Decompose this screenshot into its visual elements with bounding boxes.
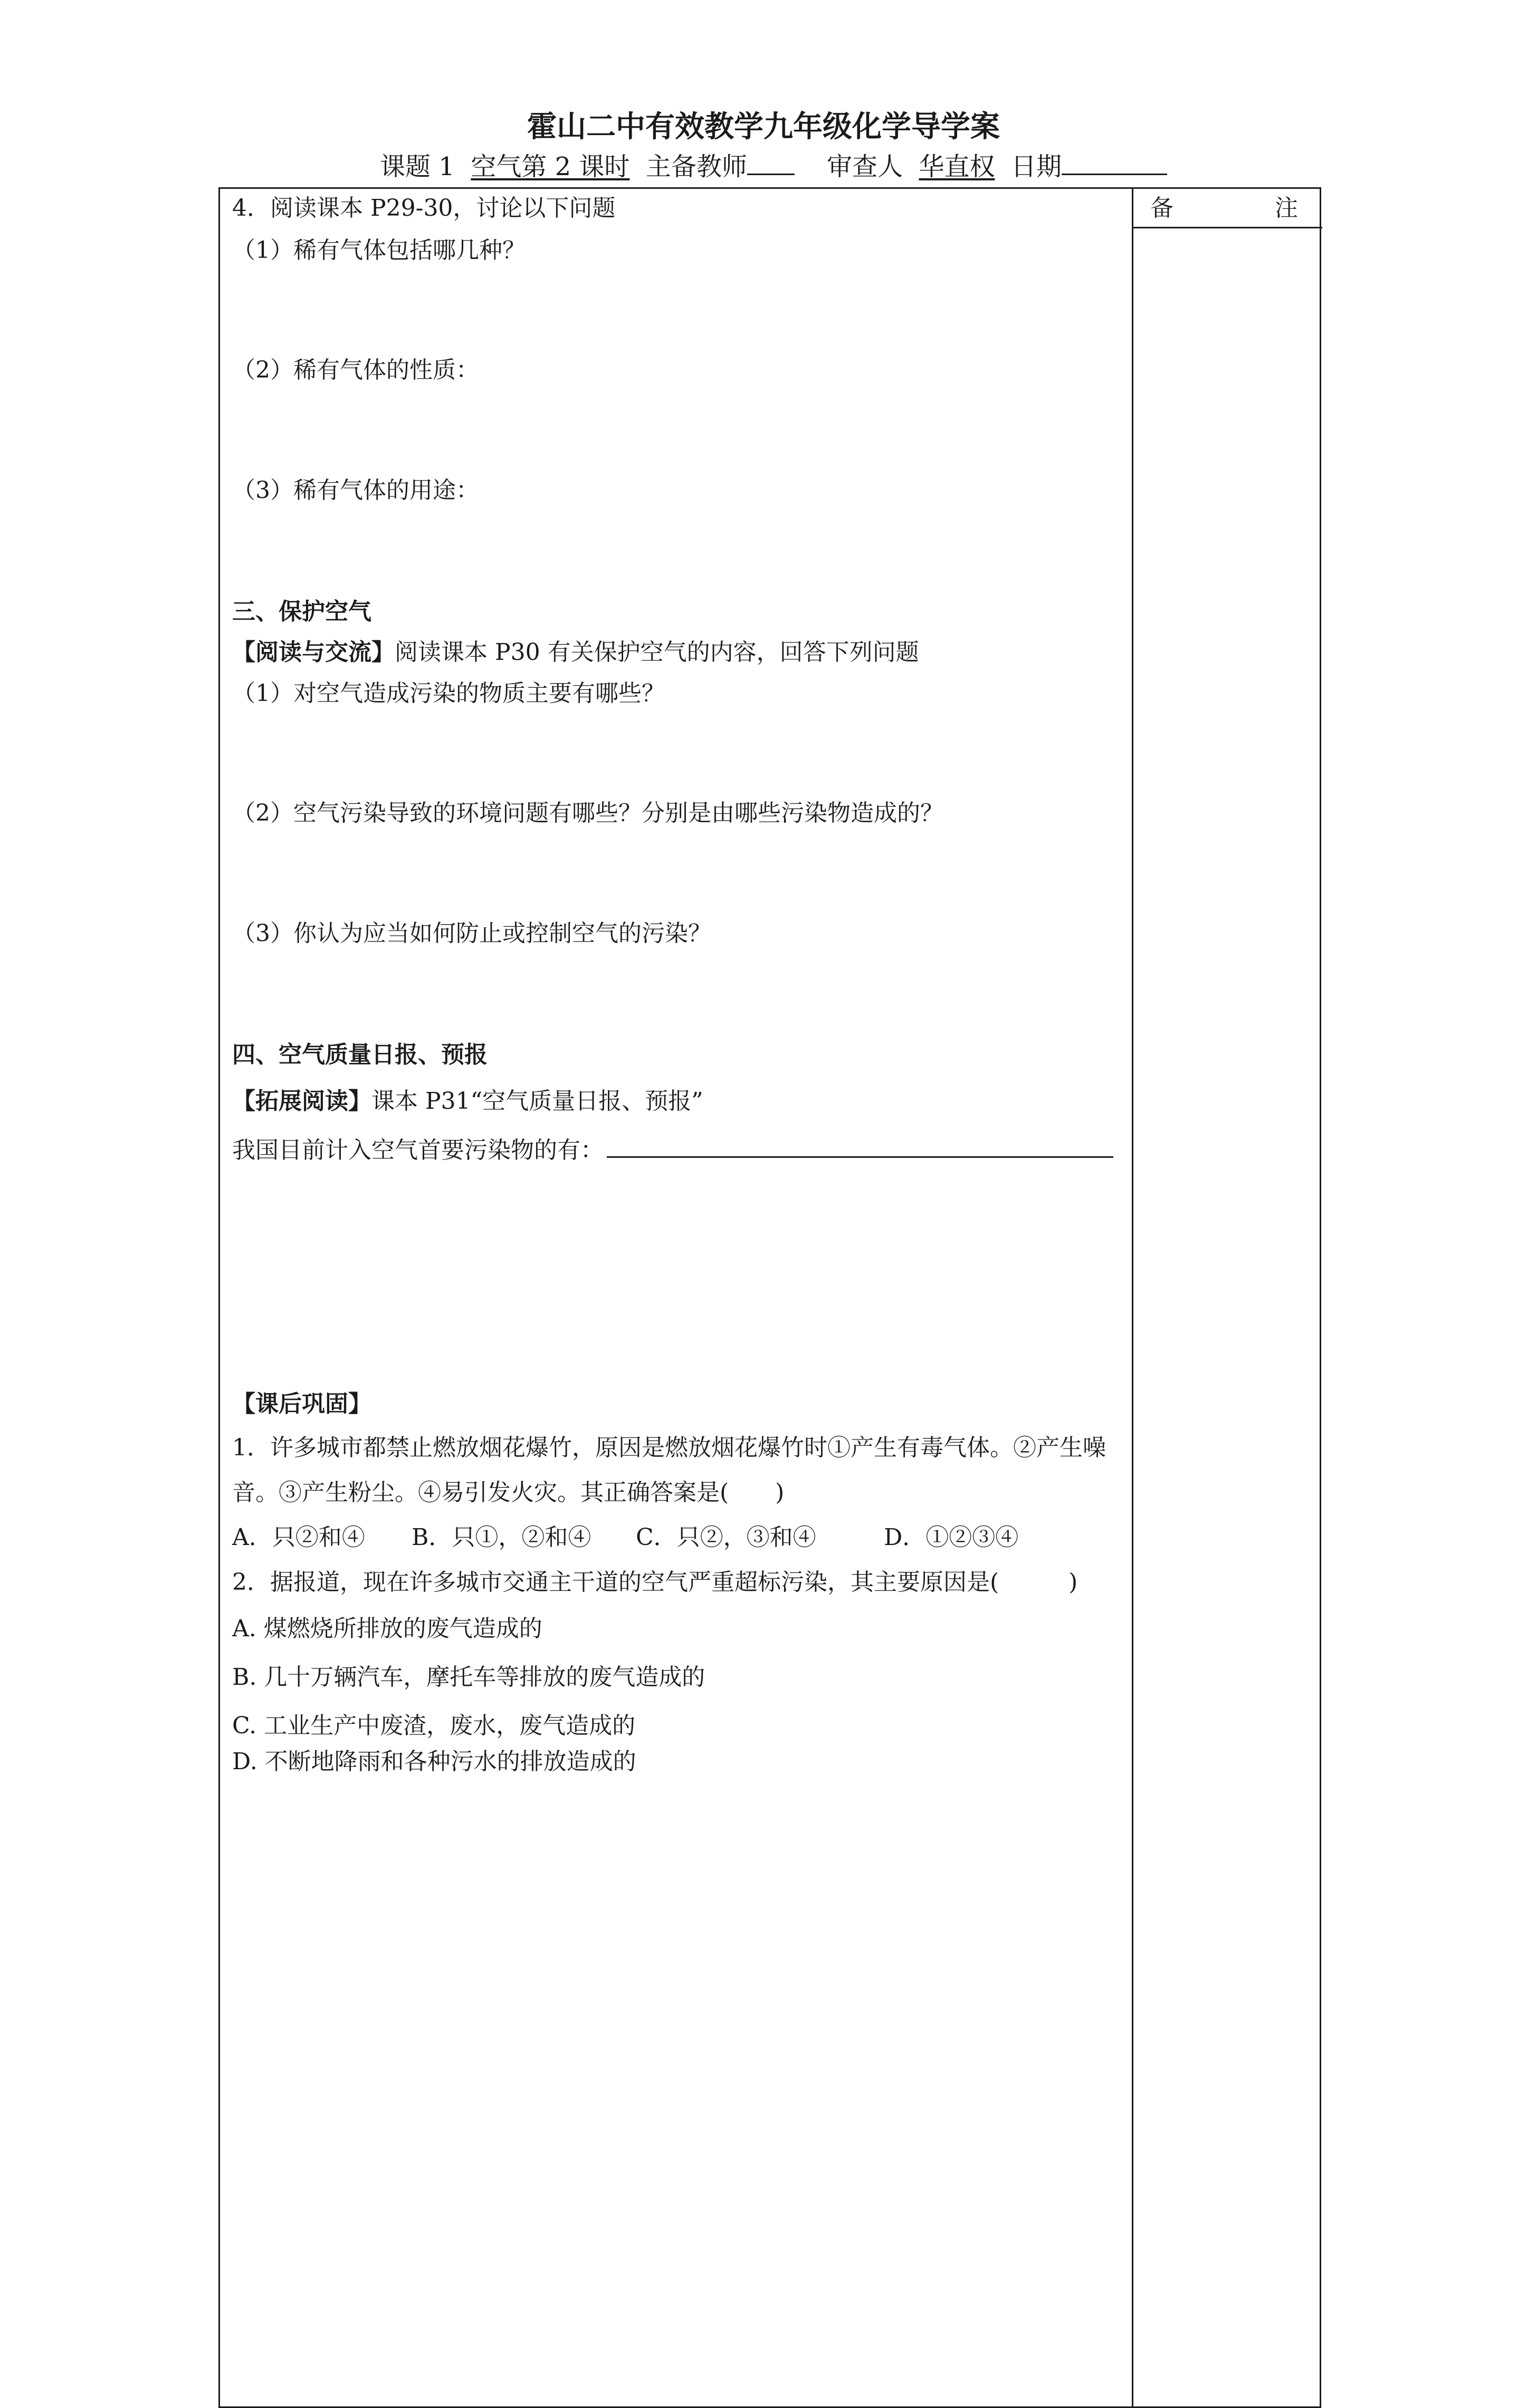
question-4-3: （3）稀有气体的用途：	[232, 477, 479, 504]
extended-reading-tag: 【拓展阅读】	[232, 1088, 371, 1115]
reviewer-label: 审查人	[826, 152, 903, 181]
notes-column-header	[1134, 191, 1319, 226]
date-label: 日期	[1011, 152, 1062, 181]
column-divider	[1132, 187, 1133, 2408]
reading-text: 阅读课本 P30 有关保护空气的内容，回答下列问题	[395, 639, 919, 666]
problem-2-option-d: D. 不断地降雨和各种污水的排放造成的	[232, 1748, 636, 1775]
notes-header-left: 备	[1150, 195, 1173, 222]
section-4-heading: 四、空气质量日报、预报	[232, 1041, 488, 1068]
section-3-heading: 三、保护空气	[232, 598, 371, 625]
page-title: 霍山二中有效教学九年级化学导学案	[527, 109, 1000, 144]
reading-prompt	[232, 637, 919, 668]
problem-1-option-d: D．①②③④	[884, 1524, 1019, 1551]
problem-1-option-b: B．只①，②和④	[412, 1524, 591, 1551]
pollutants-label: 我国目前计入空气首要污染物的有：	[232, 1137, 604, 1164]
pollutants-prompt	[232, 1133, 1113, 1166]
problem-1-option-a: A．只②和④	[232, 1524, 365, 1551]
teacher-label: 主备教师	[645, 152, 747, 181]
topic-label: 课题 1	[380, 152, 455, 181]
question-4-1: （1）稀有气体包括哪几种？	[232, 237, 526, 264]
review-heading: 【课后巩固】	[232, 1390, 371, 1417]
problem-2: 2．据报道，现在许多城市交通主干道的空气严重超标污染，其主要原因是( )	[232, 1569, 1078, 1596]
section-3-question-2: （2）空气污染导致的环境问题有哪些？分别是由哪些污染物造成的？	[232, 800, 943, 827]
extended-reading-text: 课本 P31“空气质量日报、预报”	[371, 1088, 703, 1115]
reading-tag: 【阅读与交流】	[232, 639, 395, 666]
topic-value: 空气第 2 课时	[471, 152, 630, 181]
problem-2-option-c: C. 工业生产中废渣，废水，废气造成的	[232, 1712, 636, 1739]
teacher-blank[interactable]	[747, 150, 795, 175]
lesson-info	[380, 150, 1167, 183]
question-4: 4．阅读课本 P29-30，讨论以下问题	[232, 195, 616, 222]
problem-1-line-2: 音。③产生粉尘。④易引发火灾。其正确答案是( )	[232, 1479, 785, 1506]
extended-reading	[232, 1086, 703, 1117]
notes-header-right: 注	[1275, 195, 1298, 222]
notes-header-divider	[1132, 227, 1322, 228]
reviewer-value: 华直权	[919, 152, 995, 181]
section-3-question-3: （3）你认为应当如何防止或控制空气的污染？	[232, 920, 711, 947]
pollutants-answer-line[interactable]	[607, 1133, 1113, 1158]
problem-1-line-1: 1．许多城市都禁止燃放烟花爆竹，原因是燃放烟花爆竹时①产生有毒气体。②产生噪	[232, 1434, 1106, 1461]
problem-2-option-a: A. 煤燃烧所排放的废气造成的	[232, 1615, 542, 1642]
worksheet-table	[218, 187, 1321, 2408]
problem-1-option-c: C．只②，③和④	[636, 1524, 816, 1551]
problem-2-option-b: B. 几十万辆汽车，摩托车等排放的废气造成的	[232, 1664, 705, 1691]
question-4-2: （2）稀有气体的性质：	[232, 357, 479, 383]
date-blank[interactable]	[1062, 150, 1167, 175]
section-3-question-1: （1）对空气造成污染的物质主要有哪些？	[232, 680, 665, 707]
